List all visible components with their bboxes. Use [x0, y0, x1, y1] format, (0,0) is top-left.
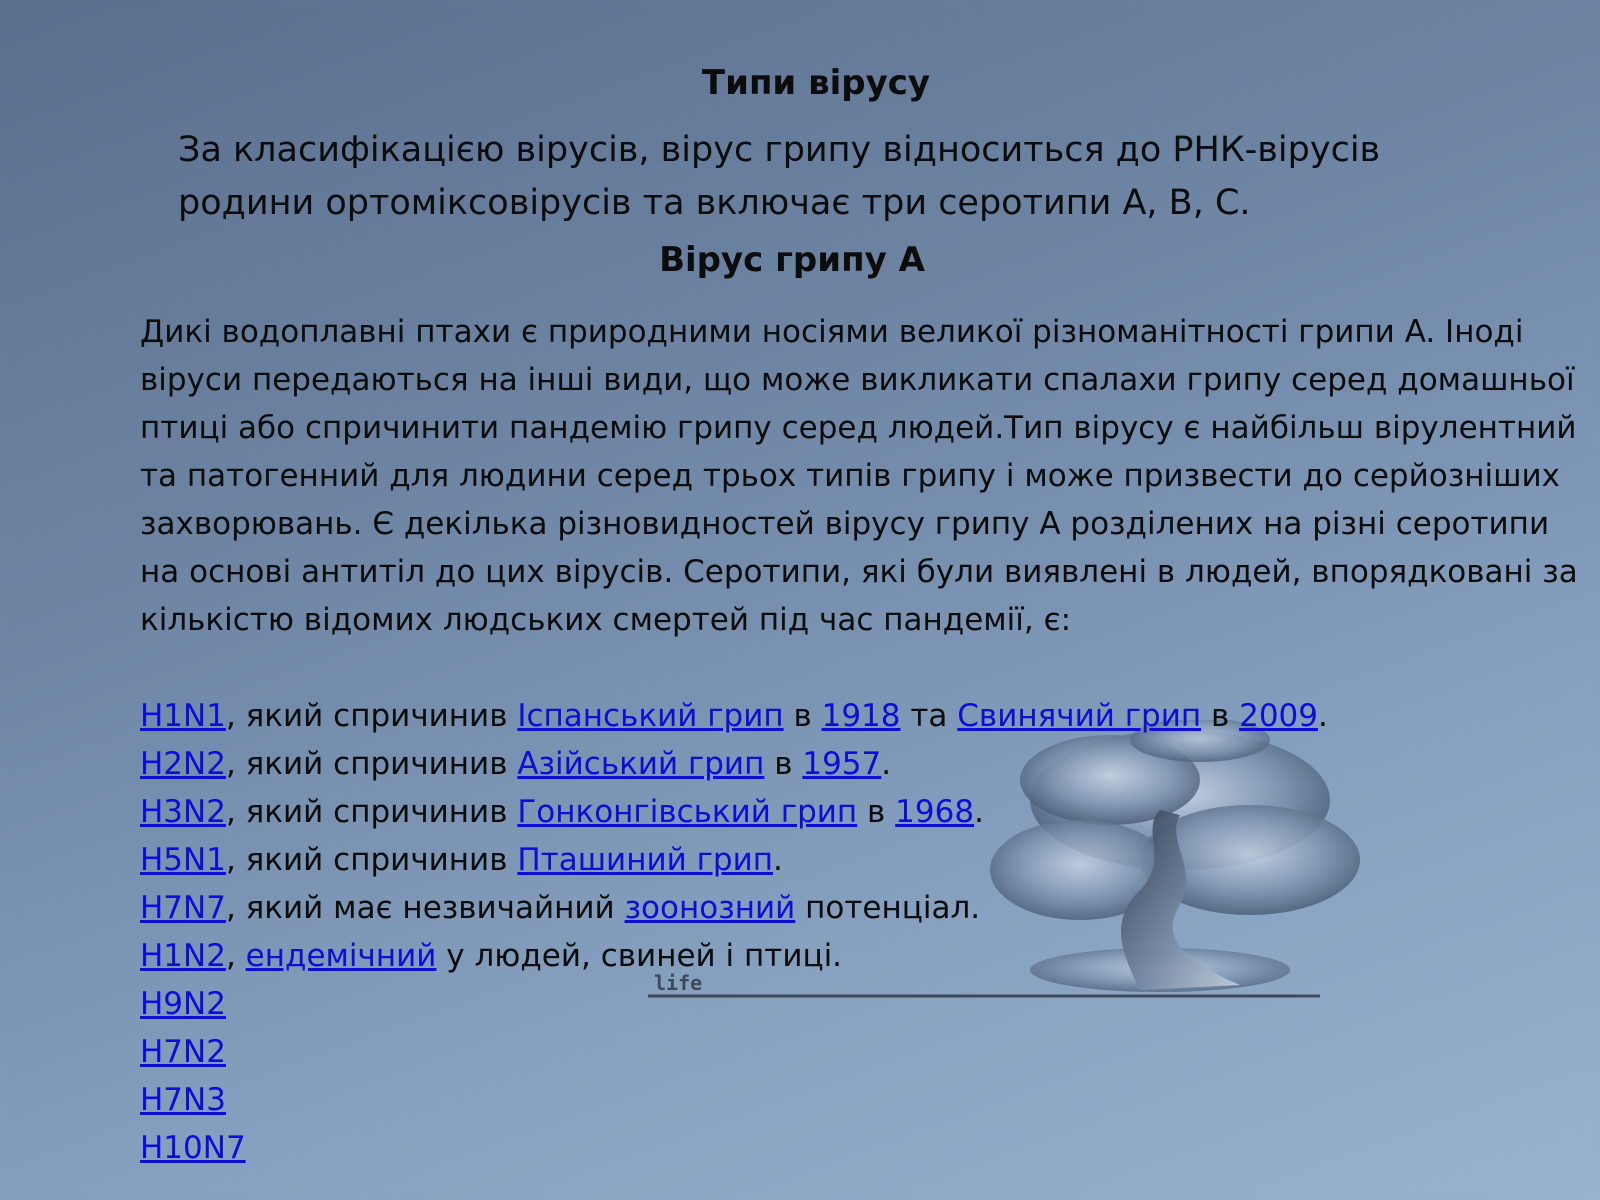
serotype-text: , який спричинив	[225, 842, 518, 878]
link-zoonotic[interactable]: зоонозний	[624, 890, 796, 926]
link-h5n1[interactable]: H5N1	[140, 842, 226, 878]
link-h1n2[interactable]: H1N2	[140, 938, 226, 974]
serotype-text: ,	[225, 938, 246, 974]
image-caption: life	[654, 971, 703, 995]
serotype-text: потенціал.	[795, 890, 981, 926]
serotype-text: , який спричинив	[225, 698, 518, 734]
link-h7n2[interactable]: H7N2	[140, 1034, 226, 1070]
intro-paragraph: За класифікацією вірусів, вірус грипу відноситься до РНК-вірусів родини ортоміксовірусів та включає три серотипи A, B, C.	[178, 130, 1381, 223]
serotype-item-h9n2	[140, 980, 1340, 1028]
serotype-text: в	[764, 746, 803, 782]
serotype-item-h10n7	[140, 1124, 1340, 1172]
serotype-text: .	[1318, 698, 1328, 734]
body-paragraph: Дикі водоплавні птахи є природними носіями великої різноманітності грипи A. Іноді віруси передаються на інші види, що може викликати спалахи грипу серед домашньої птиці або спричинити пандемію грипу серед людей.Тип вірусу є найбільш вірулентний та патогенний для людини серед трьох типів грипу і може призвести до серйозніших захворювань. Є декілька різновидностей вірусу грипу A розділених на різні серотипи на основі антитіл до цих вірусів. Серотипи, які були виявлені в людей, впорядковані за кількістю відомих людських смертей під час пандемії, є:	[140, 314, 1578, 638]
link-1968[interactable]: 1968	[895, 794, 975, 830]
link-h2n2[interactable]: H2N2	[140, 746, 226, 782]
serotype-text: у людей, свиней і птиці.	[436, 938, 843, 974]
link-h9n2[interactable]: H9N2	[140, 986, 226, 1022]
link-asian-flu[interactable]: Азійський грип	[517, 746, 765, 782]
link-h10n7[interactable]: H10N7	[140, 1130, 246, 1166]
serotype-text: , який має незвичайний	[225, 890, 625, 926]
serotype-list	[140, 692, 1340, 1172]
link-endemic[interactable]: ендемічний	[245, 938, 437, 974]
section-title: Вірус грипу A	[659, 240, 925, 280]
serotype-item-h7n3	[140, 1076, 1340, 1124]
serotype-text: .	[974, 794, 984, 830]
serotype-text: .	[773, 842, 783, 878]
link-h7n3[interactable]: H7N3	[140, 1082, 226, 1118]
link-spanish-flu[interactable]: Іспанський грип	[517, 698, 784, 734]
slide-title: Типи вірусу	[701, 63, 931, 103]
serotype-text: , який спричинив	[225, 746, 518, 782]
link-1918[interactable]: 1918	[821, 698, 901, 734]
serotype-text: в	[857, 794, 896, 830]
link-h1n1[interactable]: H1N1	[140, 698, 226, 734]
link-bird-flu[interactable]: Пташиний грип	[517, 842, 774, 878]
link-h7n7[interactable]: H7N7	[140, 890, 226, 926]
serotype-text: в	[1201, 698, 1240, 734]
serotype-item-h5n1	[140, 836, 1340, 884]
serotype-item-h7n2	[140, 1028, 1340, 1076]
serotype-item-h2n2	[140, 740, 1340, 788]
serotype-text: та	[900, 698, 958, 734]
serotype-text: .	[881, 746, 892, 782]
link-hong-kong-flu[interactable]: Гонконгівський грип	[517, 794, 858, 830]
link-h3n2[interactable]: H3N2	[140, 794, 226, 830]
serotype-text: , який спричинив	[225, 794, 518, 830]
link-1957[interactable]: 1957	[802, 746, 882, 782]
serotype-text: в	[783, 698, 822, 734]
serotype-item-h1n2	[140, 932, 1340, 980]
link-2009[interactable]: 2009	[1239, 698, 1318, 734]
serotype-item-h3n2	[140, 788, 1340, 836]
link-swine-flu[interactable]: Свинячий грип	[957, 698, 1202, 734]
serotype-item-h7n7	[140, 884, 1340, 932]
serotype-item-h1n1	[140, 692, 1340, 740]
